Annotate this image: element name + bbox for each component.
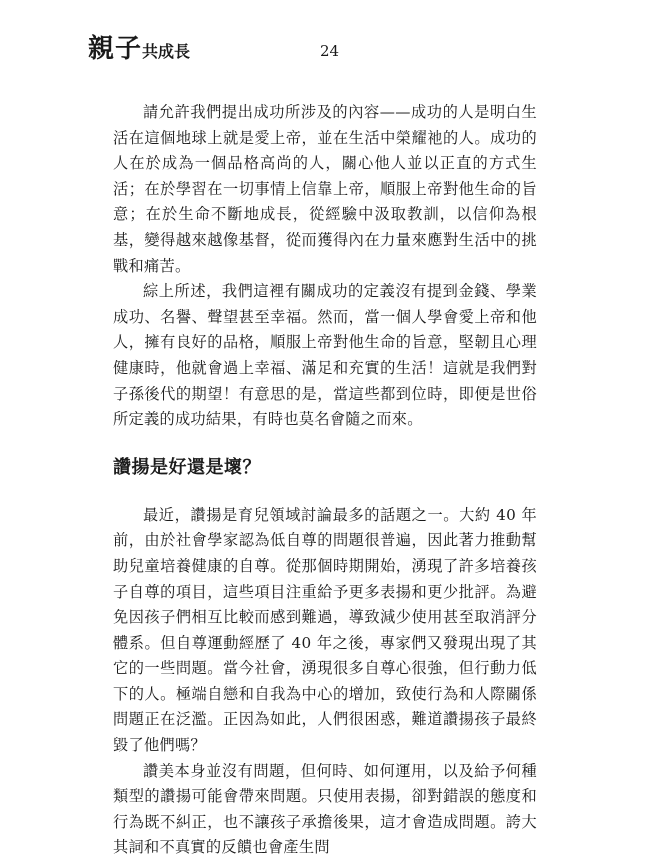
- book-title: [88, 28, 190, 65]
- page-header: [88, 28, 562, 68]
- paragraph: 綜上所述，我們這裡有關成功的定義沒有提到金錢、學業成功、名譽、聲望甚至幸福。然而，當一個人學會愛上帝和他人，擁有良好的品格，順服上帝對他生命的旨意，堅韌且心理健康時，他就會過上幸福、滿足和充實的生活！這就是我們對子孫後代的期望！有意思的是，當這些都到位時，即便是世俗所定義的成功結果，有時也莫名會隨之而來。: [113, 282, 537, 429]
- paragraph: 請允許我們提出成功所涉及的內容——成功的人是明白生活在這個地球上就是愛上帝，並在生活中榮耀祂的人。成功的人在於成為一個品格高尚的人，關心他人並以正直的方式生活；在於學習在一切事情上信靠上帝，順服上帝對他生命的旨意；在於生命不斷地成長，從經驗中汲取教訓，以信仰為根基，變得越來越像基督，從而獲得內在力量來應對生活中的挑戰和痛苦。: [113, 103, 537, 275]
- page-body: [113, 100, 537, 861]
- paragraph: 讚美本身並沒有問題，但何時、如何運用，以及給予何種類型的讚揚可能會帶來問題。只使用表揚，卻對錯誤的態度和行為既不糾正，也不讓孩子承擔後果，這才會造成問題。誇大其詞和不真實的反饋也會產生問: [113, 761, 537, 857]
- paragraph: 最近，讚揚是育兒領域討論最多的話題之一。大約 40 年前，由於社會學家認為低自尊的問題很普遍，因此著力推動幫助兒童培養健康的自尊。從那個時期開始，湧現了許多培養孩子自尊的項目，這些項目注重給予更多表揚和更少批評。為避免因孩子們相互比較而感到難過，導致減少使用甚至取消評分體系。但自尊運動經歷了 40 年之後，專家們又發現出現了其它的一些問題。當今社會，湧現很多自尊心很強，但行動力低下的人。極端自戀和自我為中心的增加，致使行為和人際關係問題正在泛濫。正因為如此，人們很困惑，難道讚揚孩子最終毀了他們嗎？: [113, 505, 537, 755]
- section-heading: 讚揚是好還是壞？: [113, 456, 261, 478]
- book-title-main: 親子: [88, 34, 143, 64]
- book-title-sub: 共成長: [142, 42, 191, 61]
- page-number: 24: [320, 42, 340, 60]
